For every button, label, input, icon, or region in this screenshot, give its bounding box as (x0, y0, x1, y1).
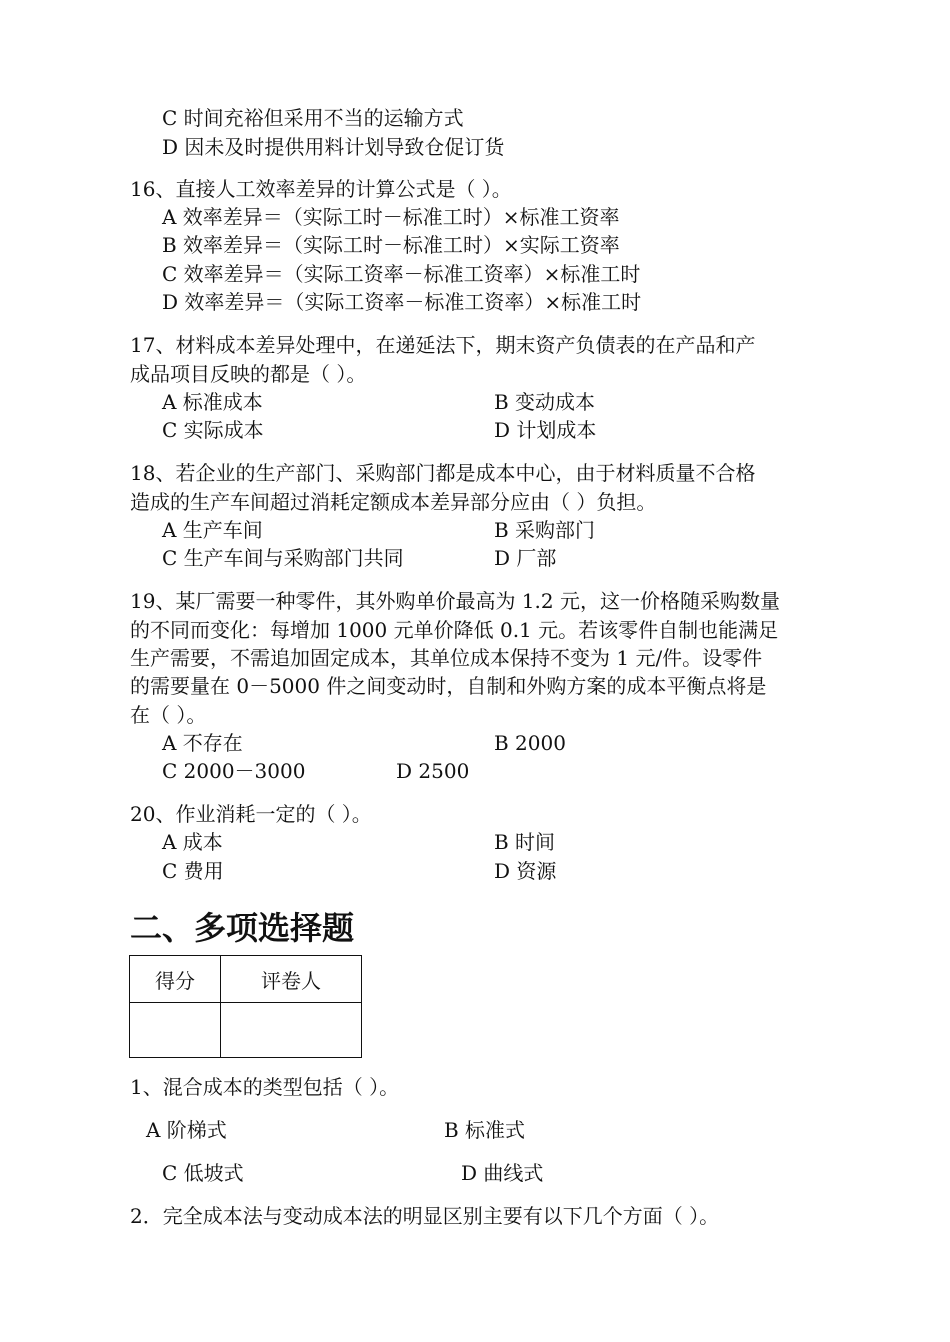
q15-option-c: C 时间充裕但采用不当的运输方式 (162, 106, 464, 130)
q19-stem-line5: 在（ ）。 (130, 703, 207, 727)
q16-option-c: C 效率差异＝（实际工资率－标准工资率）×标准工时 (162, 262, 641, 286)
mq1-option-b: B 标准式 (444, 1118, 526, 1142)
q19-stem-line4: 的需要量在 0－5000 件之间变动时，自制和外购方案的成本平衡点将是 (130, 674, 767, 698)
q17-option-b: B 变动成本 (494, 390, 596, 414)
q19-stem-line3: 生产需要，不需追加固定成本，其单位成本保持不变为 1 元/件。设零件 (130, 646, 763, 670)
q20-option-c: C 费用 (162, 859, 224, 883)
score-table (129, 955, 362, 1058)
score-header: 得分 (130, 956, 221, 1003)
q20-option-d: D 资源 (494, 859, 557, 883)
q17-stem-line2: 成品项目反映的都是（ ）。 (130, 362, 367, 386)
q18-option-b: B 采购部门 (494, 518, 596, 542)
q20-option-a: A 成本 (162, 830, 223, 854)
q17-option-a: A 标准成本 (162, 390, 263, 414)
mq2-stem: 2．完全成本法与变动成本法的明显区别主要有以下几个方面（ ）。 (130, 1204, 720, 1228)
q16-option-a: A 效率差异＝（实际工时－标准工时）×标准工资率 (162, 205, 620, 229)
q19-option-d: D 2500 (396, 759, 470, 783)
q16-stem: 16、直接人工效率差异的计算公式是（ ）。 (130, 177, 512, 201)
q16-option-d: D 效率差异＝（实际工资率－标准工资率）×标准工时 (162, 290, 642, 314)
mq1-option-c: C 低坡式 (162, 1161, 244, 1185)
q19-stem-line1: 19、某厂需要一种零件，其外购单价最高为 1.2 元，这一价格随采购数量 (130, 589, 780, 613)
q19-option-c: C 2000－3000 (162, 759, 306, 783)
q20-option-b: B 时间 (494, 830, 556, 854)
mq1-option-d: D 曲线式 (461, 1161, 544, 1185)
q16-option-b: B 效率差异＝（实际工时－标准工时）×实际工资率 (162, 233, 620, 257)
q17-option-d: D 计划成本 (494, 418, 597, 442)
q19-stem-line2: 的不同而变化：每增加 1000 元单价降低 0.1 元。若该零件自制也能满足 (130, 618, 779, 642)
section-title: 二、多项选择题 (130, 909, 355, 947)
q17-option-c: C 实际成本 (162, 418, 264, 442)
q18-option-a: A 生产车间 (162, 518, 263, 542)
mq1-stem: 1、混合成本的类型包括（ ）。 (130, 1075, 400, 1099)
q19-option-b: B 2000 (494, 731, 566, 755)
q19-option-a: A 不存在 (162, 731, 243, 755)
q20-stem: 20、作业消耗一定的（ ）。 (130, 802, 372, 826)
q18-option-d: D 厂部 (494, 546, 557, 570)
q15-option-d: D 因未及时提供用料计划导致仓促订货 (162, 135, 505, 159)
q18-stem-line1: 18、若企业的生产部门、采购部门都是成本中心，由于材料质量不合格 (130, 461, 756, 485)
grader-cell[interactable] (221, 1003, 362, 1058)
q18-option-c: C 生产车间与采购部门共同 (162, 546, 404, 570)
q18-stem-line2: 造成的生产车间超过消耗定额成本差异部分应由（ ）负担。 (130, 490, 657, 514)
grader-header: 评卷人 (221, 956, 362, 1003)
q17-stem-line1: 17、材料成本差异处理中，在递延法下，期末资产负债表的在产品和产 (130, 333, 756, 357)
score-cell[interactable] (130, 1003, 221, 1058)
mq1-option-a: A 阶梯式 (146, 1118, 227, 1142)
